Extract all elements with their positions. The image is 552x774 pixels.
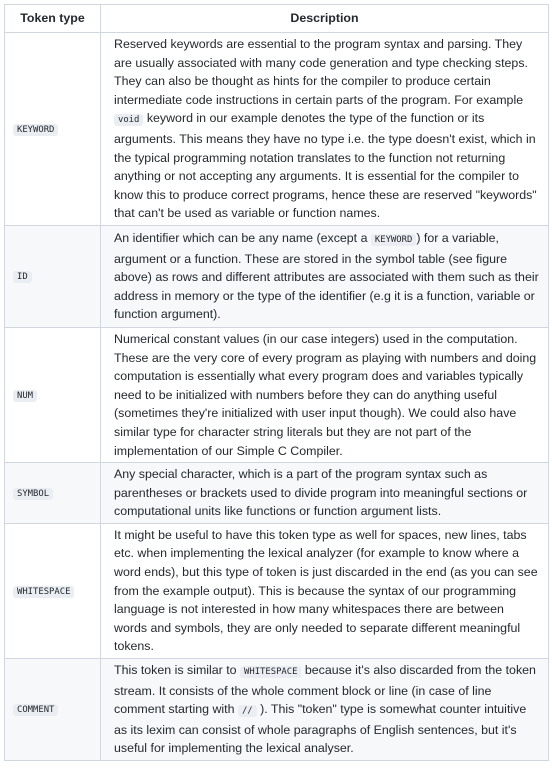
description-text: ). This "token" type is somewhat counter intuitive as its lexim can consist of whole paragraphs of English sentences, but it's useful for implementing the lexical analyser. [114, 702, 527, 756]
description-cell [101, 327, 549, 462]
header-token-type: Token type [5, 5, 101, 33]
header-description: Description [101, 5, 549, 33]
description-cell [101, 523, 549, 658]
inline-code: WHITESPACE [240, 666, 301, 678]
description-cell [101, 225, 549, 327]
description-text: because it's also discarded from the token stream. It consists of the whole comment block or line (in case of line comment starting with [114, 663, 536, 717]
table-row [5, 225, 549, 327]
token-type-code: SYMBOL [13, 488, 53, 500]
description-text: ) for a variable, argument or a function. These are stored in the symbol table (see figure above) as rows and different attributes are associated with them such as their address in memory or the type of the identifier (e.g it is a function, variable or function argument). [114, 230, 539, 322]
description-text: An identifier which can be any name (except a [114, 230, 371, 245]
token-type-table [4, 4, 549, 761]
token-type-cell [5, 523, 101, 658]
description-text: This token is similar to [114, 663, 241, 678]
description-cell [101, 33, 549, 226]
description-text: It might be useful to have this token type as well for spaces, new lines, tabs etc. when implementing the lexical analyzer (for example to know where a word ends), but this type of token is just discarded in the end (as you can see from the example output). This is because the syntax of our programming language is not interested in how many whitespaces there are between words and symbols, they are only needed to separate different meaningful tokens. [114, 527, 538, 654]
token-type-code: ID [13, 271, 32, 283]
table-row [5, 523, 549, 658]
token-type-cell [5, 33, 101, 226]
table-row [5, 463, 549, 524]
description-text: Any special character, which is a part of the program syntax such as parentheses or brackets used to divide program into meaningful sections or computational units like functions or function argument lists. [114, 467, 528, 519]
token-type-cell [5, 327, 101, 462]
inline-code: KEYWORD [371, 234, 416, 246]
table-header-row [5, 5, 549, 33]
description-text: keyword in our example denotes the type of the function or its arguments. This means they have no type i.e. the type doesn't exist, which in the typical programming notation translates to the function not returning anything or not accepting any arguments. It is essential for the compiler to know this to produce correct programs, hence these are reserved "keywords" that can't be used as variable or function names. [114, 111, 537, 221]
table-row [5, 659, 549, 761]
token-type-code: COMMENT [13, 704, 58, 716]
token-type-cell [5, 225, 101, 327]
table-row [5, 33, 549, 226]
description-cell [101, 659, 549, 761]
description-text: Reserved keywords are essential to the program syntax and parsing. They are usually associated with many code generation and type checking steps. They can also be thought as hints for the compiler to produce certain intermediate code instructions in certain parts of the program. For example [114, 37, 528, 107]
token-type-code: KEYWORD [13, 124, 58, 136]
table-body [5, 33, 549, 761]
inline-code: void [114, 114, 143, 126]
description-text: Numerical constant values (in our case integers) used in the computation. These are the very core of every program as playing with numbers and doing computation is essentially what every program does and variables typically need to be initialized with numbers before they can do anything useful (sometimes they're initialized with user input though). We could also have similar type for character string literals but they are not part of the implementation of our Simple C Compiler. [114, 331, 537, 458]
token-type-cell [5, 463, 101, 524]
description-cell [101, 463, 549, 524]
token-type-code: NUM [13, 390, 37, 402]
table-row [5, 327, 549, 462]
inline-code: // [238, 705, 257, 717]
token-type-code: WHITESPACE [13, 586, 74, 598]
token-type-cell [5, 659, 101, 761]
